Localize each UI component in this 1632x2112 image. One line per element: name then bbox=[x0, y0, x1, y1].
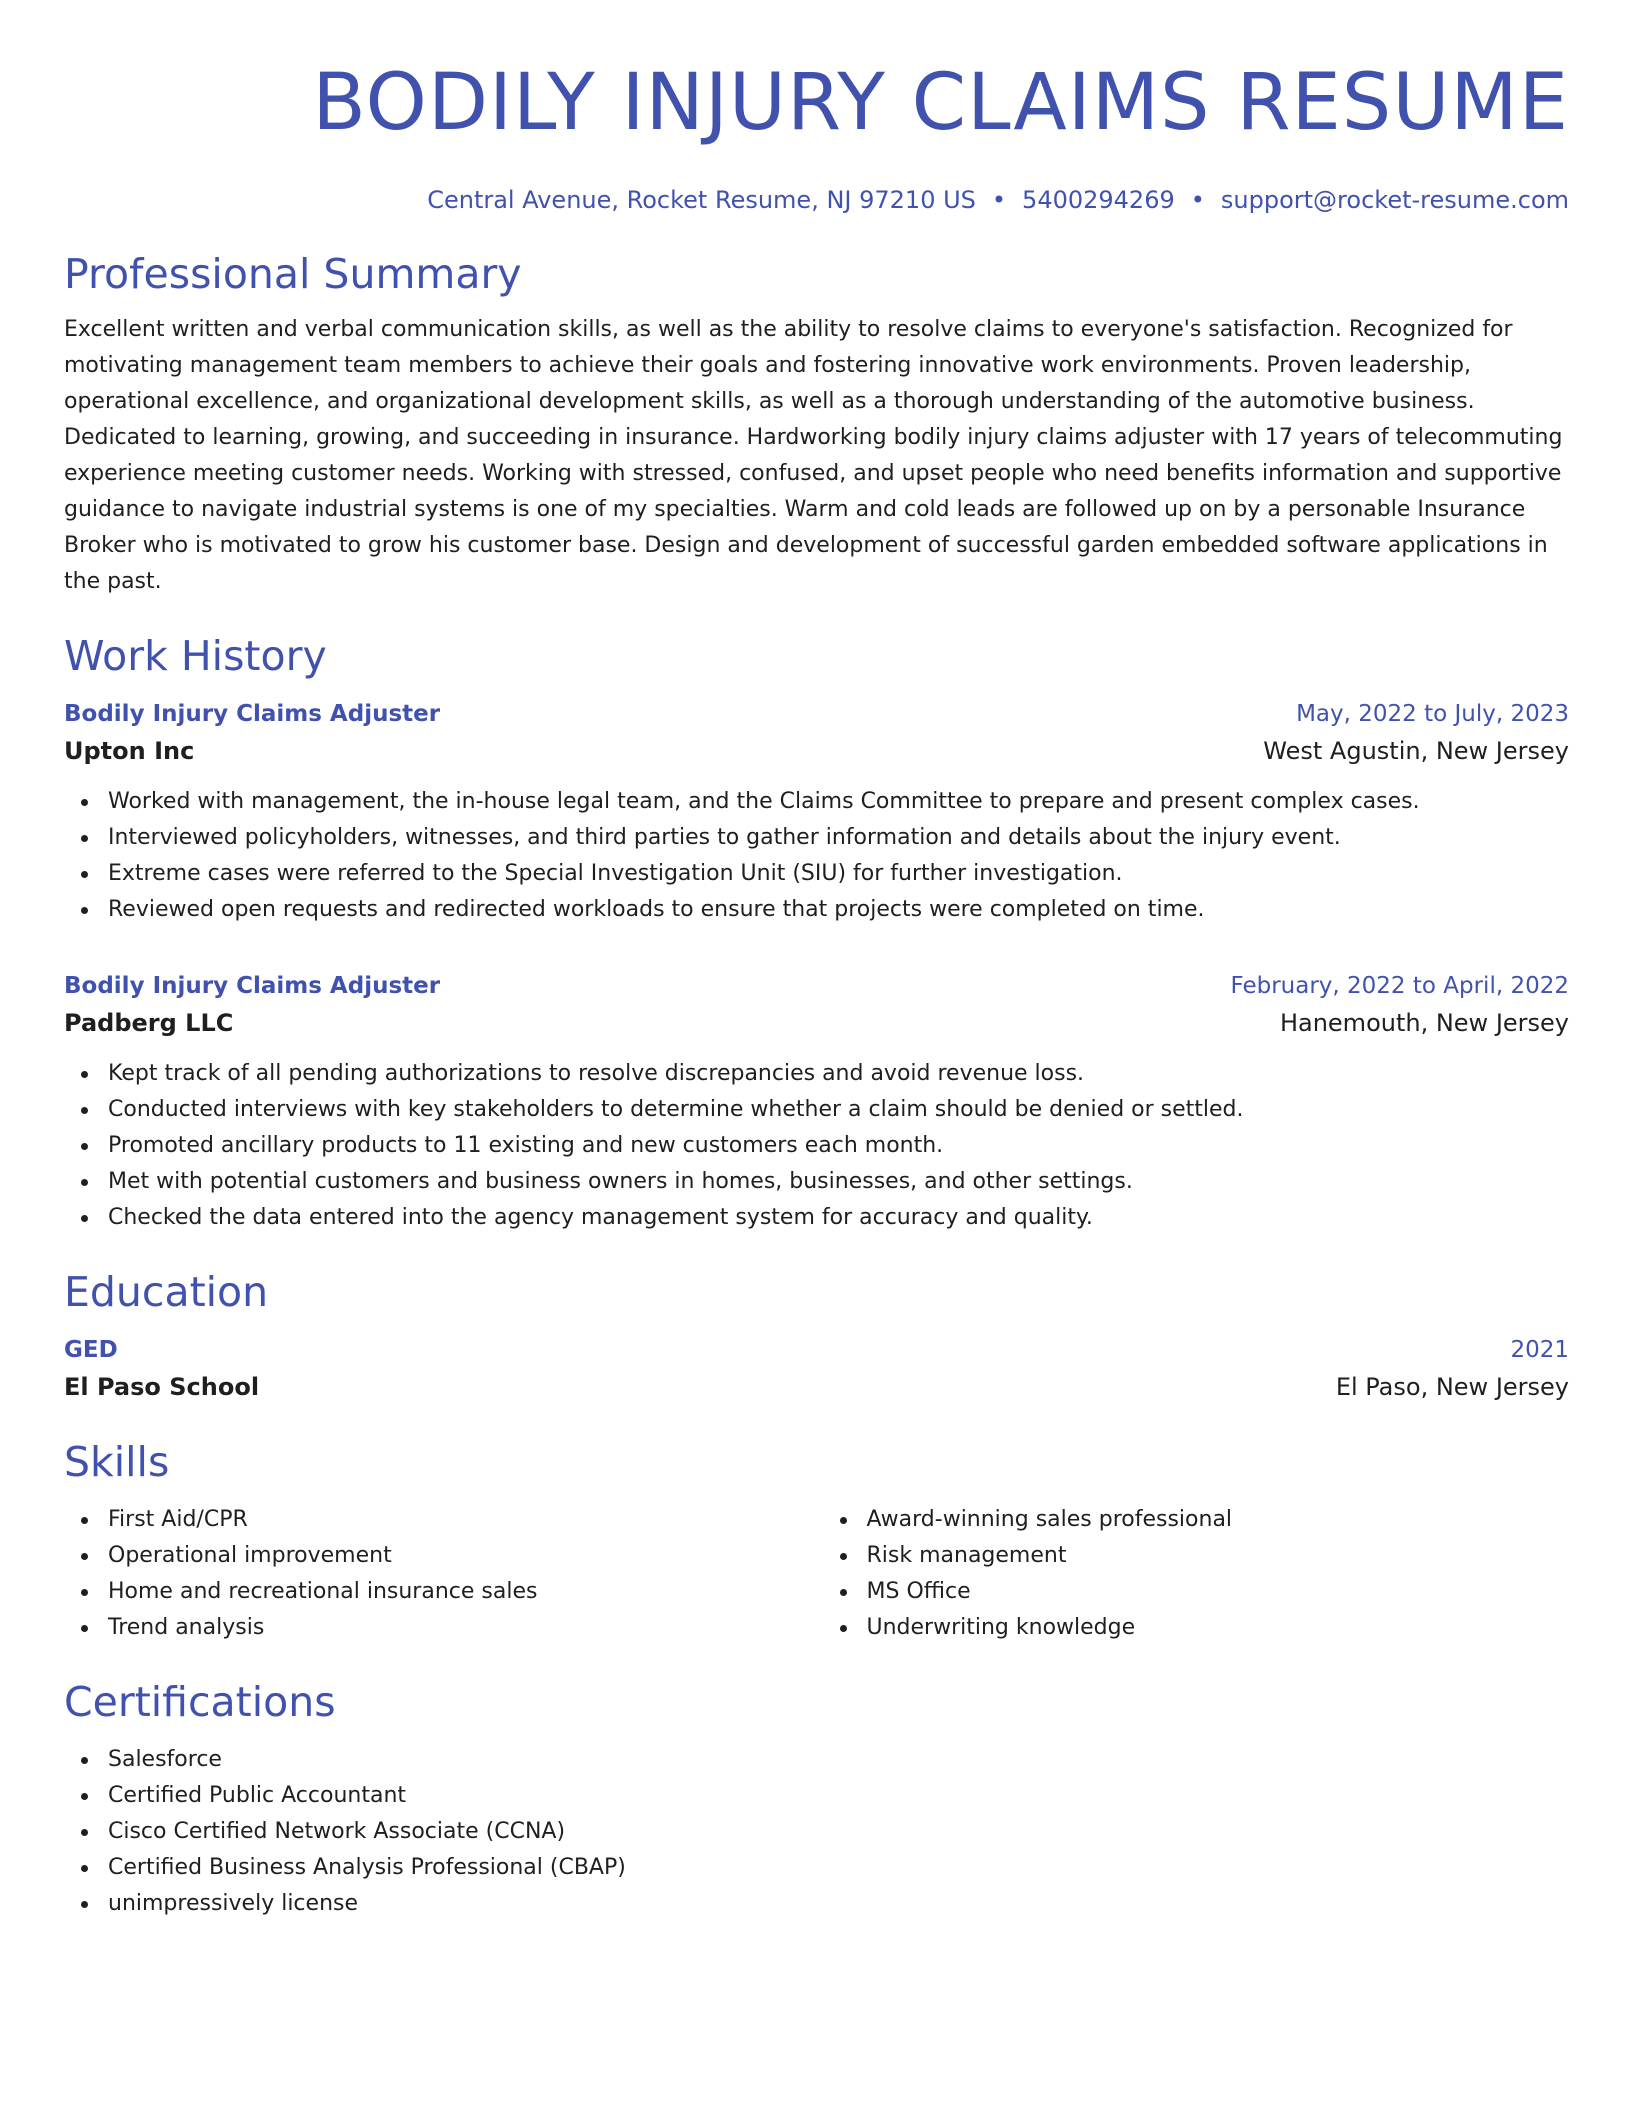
job-location: West Agustin, New Jersey bbox=[1263, 737, 1569, 765]
summary-heading: Professional Summary bbox=[64, 250, 522, 298]
job-entry bbox=[64, 696, 1569, 928]
education-degree: GED bbox=[64, 1337, 118, 1363]
job-dates: February, 2022 to April, 2022 bbox=[1230, 973, 1569, 999]
job-bullet: Interviewed policyholders, witnesses, and third parties to gather information and details about the injury event. bbox=[108, 820, 1569, 856]
skills-column-1 bbox=[64, 1502, 817, 1646]
skill-item: MS Office bbox=[867, 1574, 1570, 1610]
certification-item: Certified Business Analysis Professional (CBAP) bbox=[108, 1850, 1569, 1886]
work-history-heading: Work History bbox=[64, 632, 327, 680]
skills-heading: Skills bbox=[64, 1438, 170, 1486]
education-section bbox=[64, 1266, 1569, 1406]
job-company: Upton Inc bbox=[64, 737, 195, 765]
job-company: Padberg LLC bbox=[64, 1009, 234, 1037]
skill-item: Home and recreational insurance sales bbox=[108, 1574, 817, 1610]
job-bullet: Kept track of all pending authorizations to resolve discrepancies and avoid revenue loss. bbox=[108, 1056, 1569, 1092]
job-title: Bodily Injury Claims Adjuster bbox=[64, 701, 441, 727]
certification-item: Salesforce bbox=[108, 1742, 1569, 1778]
job-bullet: Worked with management, the in-house legal team, and the Claims Committee to prepare and present complex cases. bbox=[108, 784, 1569, 820]
contact-email[interactable]: support@rocket-resume.com bbox=[1220, 186, 1569, 214]
skills-section bbox=[64, 1436, 1569, 1646]
work-history-section bbox=[64, 630, 1569, 1236]
job-dates: May, 2022 to July, 2023 bbox=[1296, 701, 1569, 727]
skills-column-2 bbox=[817, 1502, 1570, 1646]
job-bullet: Met with potential customers and business owners in homes, businesses, and other settings. bbox=[108, 1164, 1569, 1200]
job-bullet: Checked the data entered into the agency management system for accuracy and quality. bbox=[108, 1200, 1569, 1236]
skill-item: Award-winning sales professional bbox=[867, 1502, 1570, 1538]
resume-header bbox=[64, 52, 1569, 216]
contact-separator: • bbox=[991, 186, 1007, 214]
job-bullet: Promoted ancillary products to 11 existing and new customers each month. bbox=[108, 1128, 1569, 1164]
skill-item: Operational improvement bbox=[108, 1538, 817, 1574]
contact-line bbox=[64, 184, 1569, 216]
certification-item: Certified Public Accountant bbox=[108, 1778, 1569, 1814]
job-entry bbox=[64, 968, 1569, 1236]
education-entry bbox=[64, 1332, 1569, 1406]
skill-item: Underwriting knowledge bbox=[867, 1610, 1570, 1646]
resume-title: BODILY INJURY CLAIMS RESUME bbox=[312, 58, 1569, 148]
certifications-section bbox=[64, 1676, 1569, 1922]
skill-item: First Aid/CPR bbox=[108, 1502, 817, 1538]
job-title: Bodily Injury Claims Adjuster bbox=[64, 973, 441, 999]
certification-item: unimpressively license bbox=[108, 1886, 1569, 1922]
job-bullet: Extreme cases were referred to the Special Investigation Unit (SIU) for further investigation. bbox=[108, 856, 1569, 892]
job-bullet: Reviewed open requests and redirected workloads to ensure that projects were completed on time. bbox=[108, 892, 1569, 928]
job-bullets bbox=[64, 784, 1569, 928]
education-year: 2021 bbox=[1510, 1337, 1569, 1363]
certifications-list bbox=[64, 1742, 1569, 1922]
certification-item: Cisco Certified Network Associate (CCNA) bbox=[108, 1814, 1569, 1850]
job-location: Hanemouth, New Jersey bbox=[1279, 1009, 1569, 1037]
education-school: El Paso School bbox=[64, 1373, 260, 1401]
skills-columns bbox=[64, 1502, 1569, 1646]
skill-item: Trend analysis bbox=[108, 1610, 817, 1646]
education-location: El Paso, New Jersey bbox=[1335, 1373, 1569, 1401]
contact-address: Central Avenue, Rocket Resume, NJ 97210 US bbox=[427, 186, 976, 214]
contact-separator: • bbox=[1190, 186, 1205, 214]
education-heading: Education bbox=[64, 1268, 269, 1316]
job-bullet: Conducted interviews with key stakeholders to determine whether a claim should be denied or settled. bbox=[108, 1092, 1569, 1128]
certifications-heading: Certifications bbox=[64, 1678, 336, 1726]
contact-phone: 5400294269 bbox=[1022, 186, 1175, 214]
skill-item: Risk management bbox=[867, 1538, 1570, 1574]
summary-text: Excellent written and verbal communication skills, as well as the ability to resolve claims to everyone's satisfaction. Recognized for motivating management team members to achieve their goals and fostering innovative work environments. Proven leadership, operational excellence, and organizational development skills, as well as a thorough understanding of the automotive business. Dedicated to learning, growing, and succeeding in insurance. Hardworking bodily injury claims adjuster with 17 years of telecommuting experience meeting customer needs. Working with stressed, confused, and upset people who need benefits information and supportive guidance to navigate industrial systems is one of my specialties. Warm and cold leads are followed up on by a personable Insurance Broker who is motivated to grow his customer base. Design and development of successful garden embedded software applications in the past. bbox=[64, 317, 1563, 594]
job-bullets bbox=[64, 1056, 1569, 1236]
